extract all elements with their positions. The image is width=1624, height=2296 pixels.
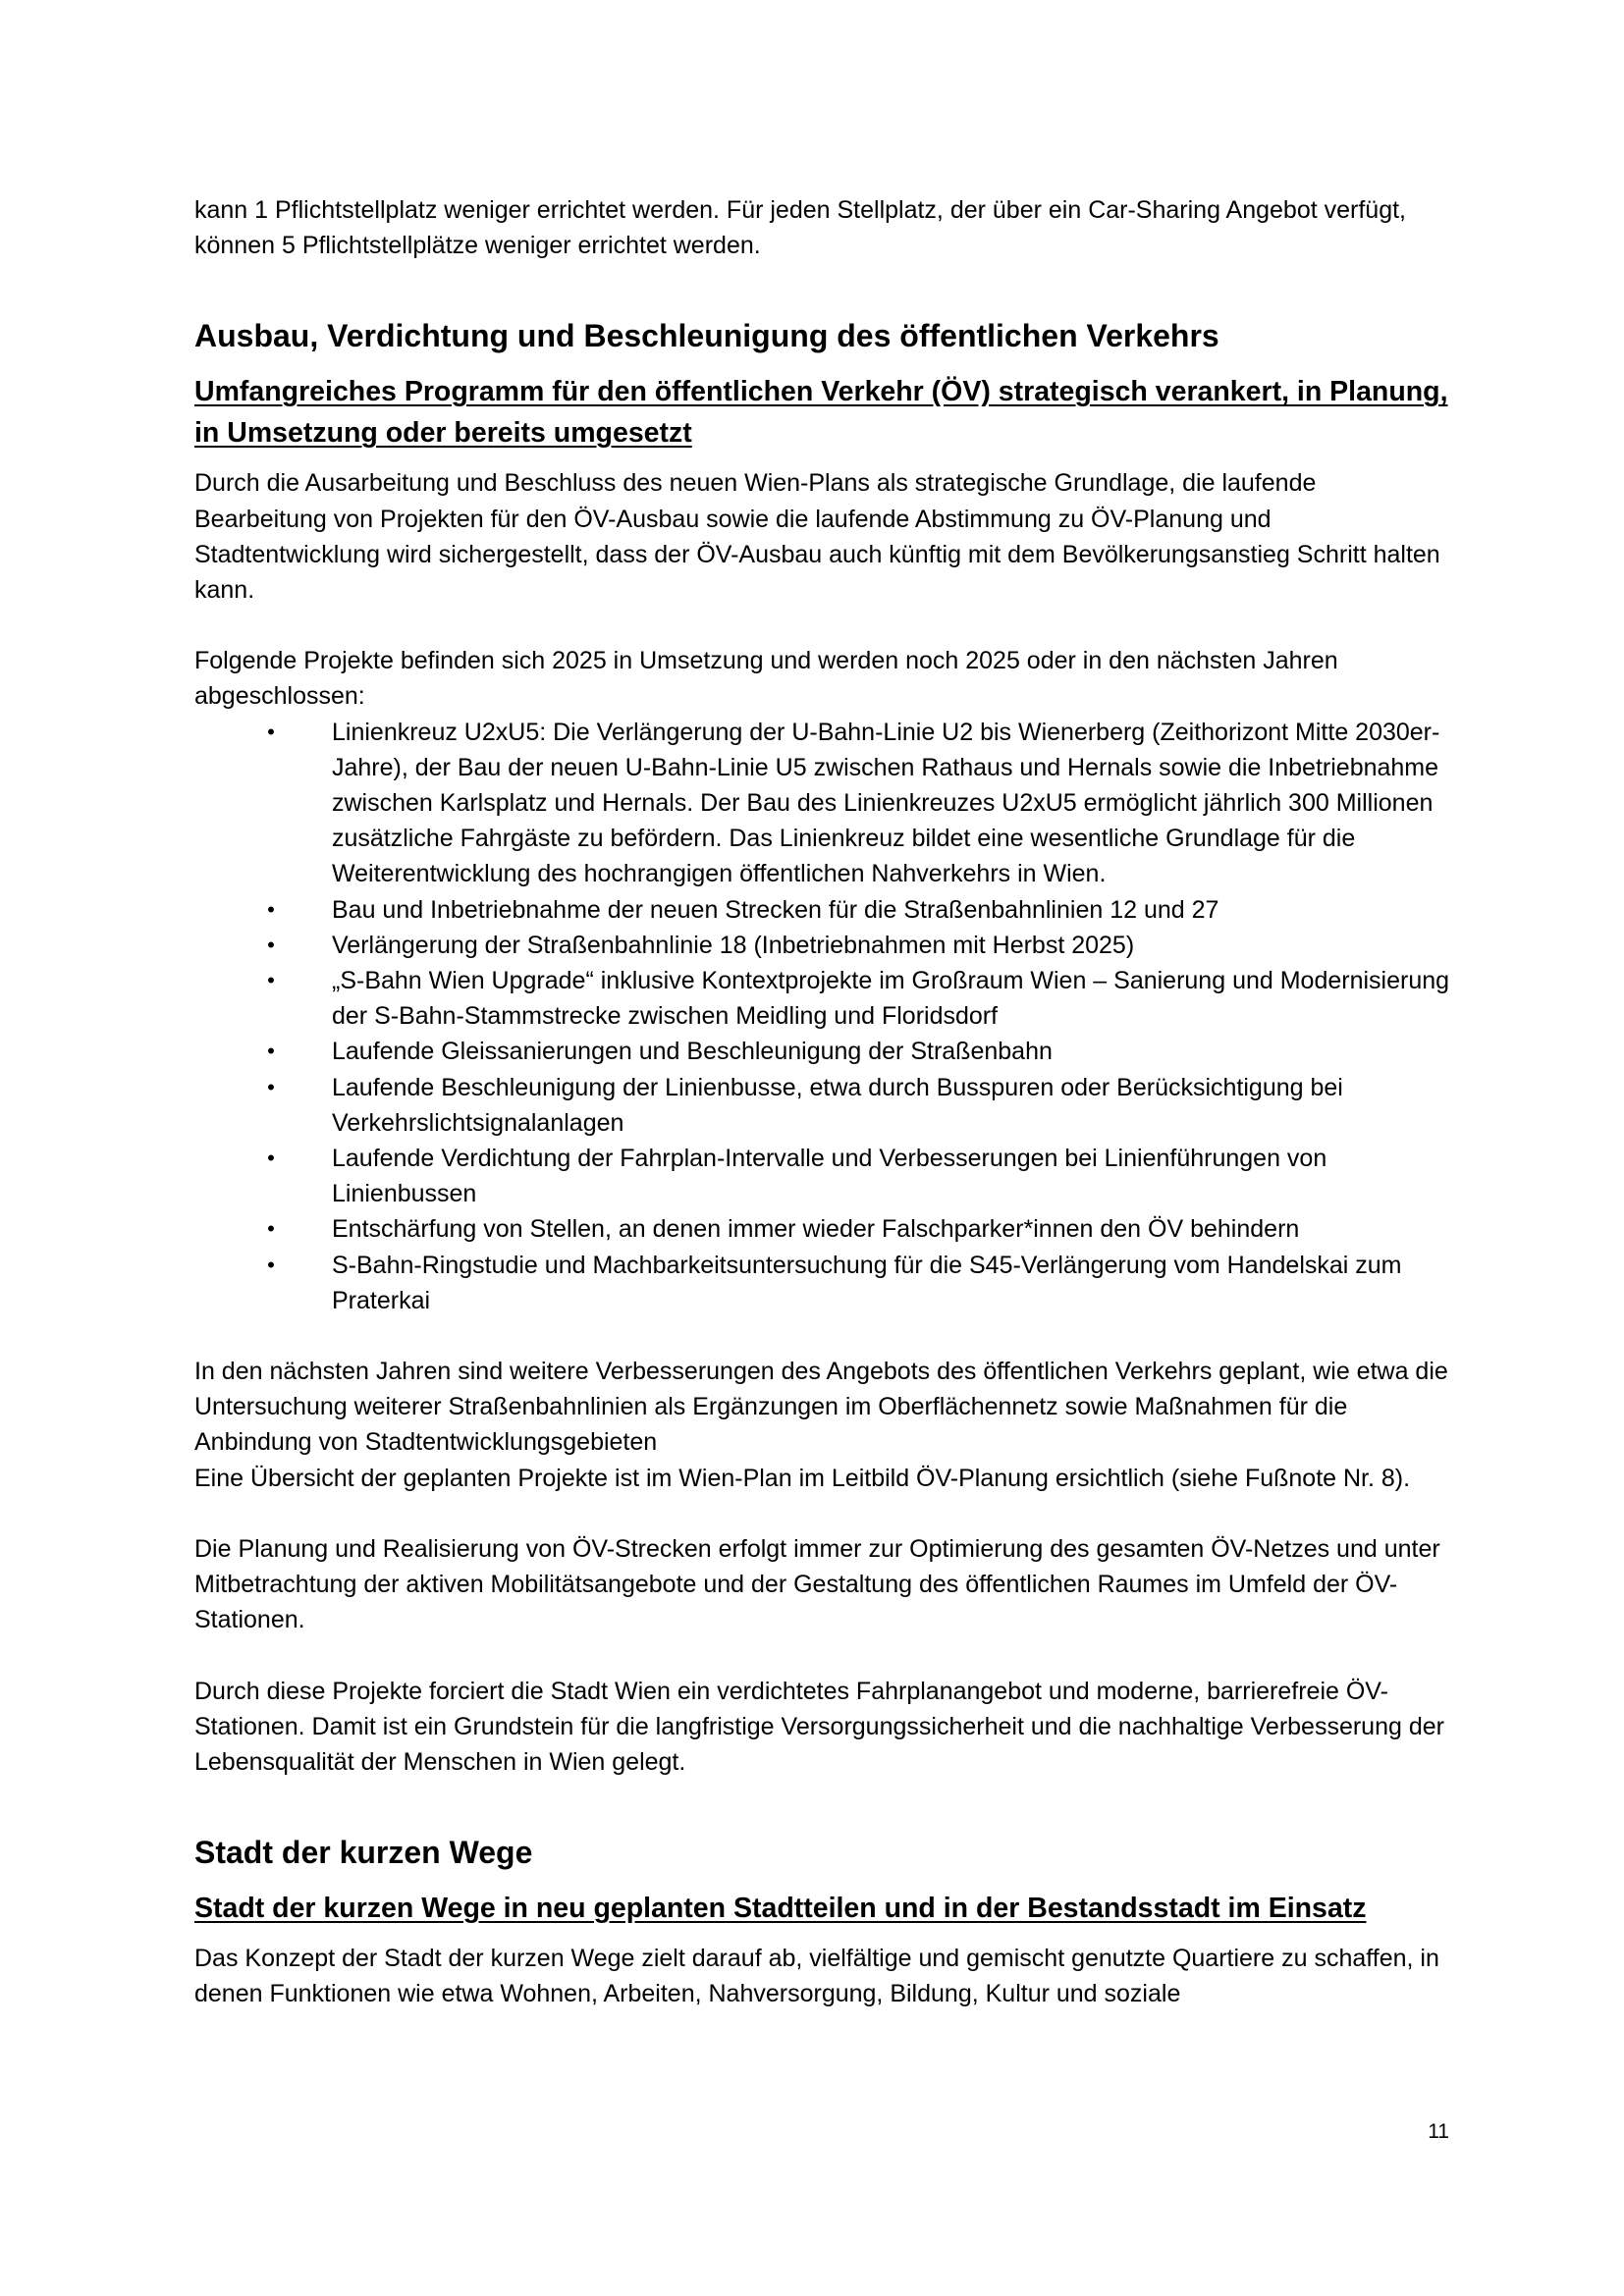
paragraph-planung-realisierung: Die Planung und Realisierung von ÖV-Strecken erfolgt immer zur Optimierung des gesamten ÖV-Netzes und unter Mitbetrachtung der aktiven Mobilitätsangebote und der Gestaltung des öffentlichen Raumes im Umfeld der ÖV-Stationen. xyxy=(194,1534,1440,1634)
bullet-icon: • xyxy=(267,1039,275,1064)
list-item-text: Entschärfung von Stellen, an denen immer wieder Falschparker*innen den ÖV behindern xyxy=(332,1215,1300,1244)
paragraph-weitere-verbesserungen: In den nächsten Jahren sind weitere Verbesserungen des Angebots des öffentlichen Verkehrs geplant, wie etwa die Untersuchung weiterer Straßenbahnlinien als Ergänzungen im Oberflächennetz sowie Maßnahmen für die Anbindung von Stadtentwicklungsgebieten xyxy=(194,1358,1448,1457)
list-item xyxy=(194,1034,1451,1069)
list-item-text: „S-Bahn Wien Upgrade“ inklusive Kontextprojekte im Großraum Wien – Sanierung und Modernisierung der S-Bahn-Stammstrecke zwischen Meidling und Floridsdorf xyxy=(332,967,1450,1031)
paragraph-wien-plan: Durch die Ausarbeitung und Beschluss des neuen Wien-Plans als strategische Grundlage, die laufende Bearbeitung von Projekten für den ÖV-Ausbau sowie die laufende Abstimmung zu ÖV-Planung und Stadtentwicklung wird sichergestellt, dass der ÖV-Ausbau auch künftig mit dem Bevölkerungsanstieg Schritt halten kann. xyxy=(194,469,1440,605)
list-item-text: S-Bahn-Ringstudie und Machbarkeitsuntersuchung für die S45-Verlängerung vom Handelskai zum Praterkai xyxy=(332,1251,1402,1314)
list-item-text: Bau und Inbetriebnahme der neuen Strecken für die Straßenbahnlinien 12 und 27 xyxy=(332,895,1219,924)
project-list xyxy=(194,715,1451,1318)
list-item xyxy=(194,892,1451,928)
list-item xyxy=(194,1141,1451,1211)
bullet-icon: • xyxy=(267,1146,275,1171)
bullet-icon: • xyxy=(267,932,275,957)
list-item xyxy=(194,715,1451,892)
paragraph-uebersicht-projekte: Eine Übersicht der geplanten Projekte ist im Wien-Plan im Leitbild ÖV-Planung ersichtlich (siehe Fußnote Nr. 8). xyxy=(194,1464,1411,1492)
paragraph-konzept-kurze-wege: Das Konzept der Stadt der kurzen Wege zielt darauf ab, vielfältige und gemischt genutzte Quartiere zu schaffen, in denen Funktionen wie etwa Wohnen, Arbeiten, Nahversorgung, Bildung, Kultur und soziale xyxy=(194,1945,1439,2008)
subheading-kurze-wege: Stadt der kurzen Wege in neu geplanten Stadtteilen und in der Bestandsstadt im Einsatz xyxy=(194,1893,1367,1925)
list-item xyxy=(194,963,1451,1034)
list-item-text: Linienkreuz U2xU5: Die Verlängerung der U-Bahn-Linie U2 bis Wienerberg (Zeithorizont Mitte 2030er-Jahre), der Bau der neuen U-Bahn-Linie U5 zwischen Rathaus und Hernals sowie die Inbetriebnahme zwischen Karlsplatz und Hernals. Der Bau des Linienkreuzes U2xU5 ermöglicht jährlich 300 Millionen zusätzliche Fahrgäste zu befördern. Das Linienkreuz bildet eine wesentliche Grundlage für die Weiterentwicklung des hochrangigen öffentlichen Nahverkehrs in Wien. xyxy=(332,718,1440,888)
list-item-text: Laufende Gleissanierungen und Beschleunigung der Straßenbahn xyxy=(332,1038,1053,1066)
list-item-text: Laufende Verdichtung der Fahrplan-Intervalle und Verbesserungen bei Linienführungen von Linienbussen xyxy=(332,1145,1327,1208)
list-item xyxy=(194,1070,1451,1141)
list-item-text: Verlängerung der Straßenbahnlinie 18 (Inbetriebnahmen mit Herbst 2025) xyxy=(332,931,1135,959)
subheading-oev-programm: Umfangreiches Programm für den öffentlichen Verkehr (ÖV) strategisch verankert, in Planung, in Umsetzung oder bereits umgesetzt xyxy=(194,376,1448,450)
page-number: 11 xyxy=(1428,2120,1449,2143)
paragraph-fahrplanangebot: Durch diese Projekte forciert die Stadt Wien ein verdichtetes Fahrplanangebot und moderne, barrierefreie ÖV-Stationen. Damit ist ein Grundstein für die langfristige Versorgungssicherheit und die nachhaltige Verbesserung der Lebensqualität der Menschen in Wien gelegt. xyxy=(194,1677,1444,1776)
list-item-text: Laufende Beschleunigung der Linienbusse, etwa durch Busspuren oder Berücksichtigung bei Verkehrslichtsignalanlagen xyxy=(332,1073,1343,1137)
bullet-icon: • xyxy=(267,719,275,744)
document-page xyxy=(194,192,1451,2012)
list-item xyxy=(194,928,1451,963)
bullet-icon: • xyxy=(267,1074,275,1099)
paragraph-projekte-intro: Folgende Projekte befinden sich 2025 in Umsetzung und werden noch 2025 oder in den nächsten Jahren abgeschlossen: xyxy=(194,647,1338,711)
intro-paragraph: kann 1 Pflichtstellplatz weniger errichtet werden. Für jeden Stellplatz, der über ein Car-Sharing Angebot verfügt, können 5 Pflichtstellplätze weniger errichtet werden. xyxy=(194,196,1406,260)
bullet-icon: • xyxy=(267,1216,275,1242)
bullet-icon: • xyxy=(267,1252,275,1277)
bullet-icon: • xyxy=(267,968,275,993)
list-item xyxy=(194,1211,1451,1247)
section-heading-kurze-wege: Stadt der kurzen Wege xyxy=(194,1835,533,1871)
list-item xyxy=(194,1248,1451,1318)
bullet-icon: • xyxy=(267,896,275,922)
section-heading-oev: Ausbau, Verdichtung und Beschleunigung des öffentlichen Verkehrs xyxy=(194,318,1219,354)
